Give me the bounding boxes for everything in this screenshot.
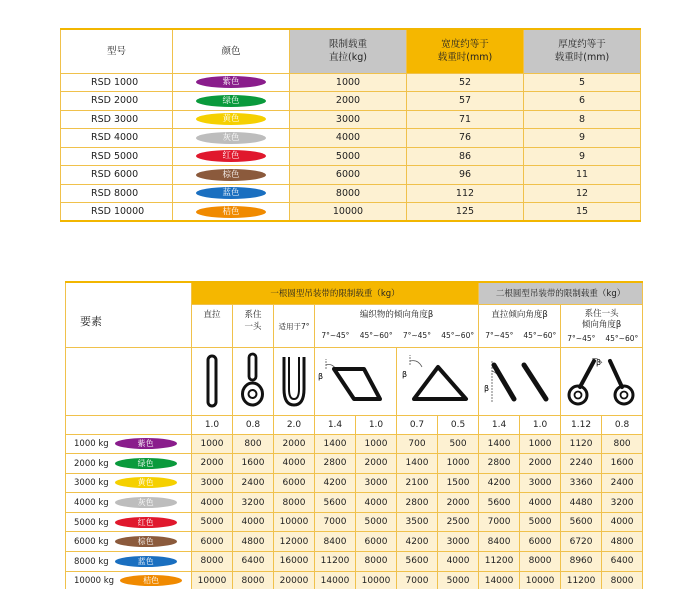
double-angle-range-1: 7°~45° — [485, 330, 514, 340]
color-pill: 灰色 — [115, 497, 177, 508]
straight-lift-icon — [192, 347, 233, 415]
capacity-cell: 1000 — [520, 434, 561, 454]
angle-range-3: 7°~45° — [402, 330, 431, 340]
basket-angle-45-icon — [315, 347, 397, 415]
spec-row — [61, 129, 641, 148]
color-cell — [173, 129, 290, 148]
capacity-cell: 4000 — [520, 493, 561, 513]
color-pill: 紫色 — [115, 438, 177, 449]
model-cell: RSD 2000 — [61, 92, 173, 111]
weight-label: 4000 kg — [74, 498, 109, 509]
capacity-cell: 10000 — [192, 571, 233, 589]
thickness-cell: 9 — [524, 147, 641, 166]
wll-cell: 4000 — [290, 129, 407, 148]
capacity-cell: 3000 — [356, 473, 397, 493]
capacity-cell: 2500 — [438, 512, 479, 532]
capacity-cell: 2240 — [561, 454, 602, 474]
capacity-cell: 2400 — [233, 473, 274, 493]
model-cell: RSD 1000 — [61, 73, 173, 92]
thickness-cell: 5 — [524, 73, 641, 92]
capacity-cell: 8400 — [479, 532, 520, 552]
capacity-cell: 8000 — [356, 552, 397, 572]
capacity-cell: 11200 — [315, 552, 356, 572]
capacity-cell: 10000 — [274, 512, 315, 532]
model-cell: RSD 5000 — [61, 147, 173, 166]
color-cell — [173, 92, 290, 111]
capacity-cell: 4200 — [397, 532, 438, 552]
color-cell — [173, 203, 290, 222]
capacity-cell: 4000 — [356, 493, 397, 513]
wll-cell: 8000 — [290, 184, 407, 203]
wll-cell: 1000 — [290, 73, 407, 92]
svg-text:β: β — [483, 384, 489, 393]
load-factor-cell: 1.12 — [561, 415, 602, 434]
sub-double-choke: 系住一头 倾向角度β 7°~45° 45°~60° — [561, 304, 643, 347]
thickness-cell: 15 — [524, 203, 641, 222]
spec-row — [61, 73, 641, 92]
load-factor-cell: 0.8 — [602, 415, 643, 434]
capacity-cell: 7000 — [397, 571, 438, 589]
capacity-cell: 8960 — [561, 552, 602, 572]
capacity-cell: 6720 — [561, 532, 602, 552]
wll-cell: 6000 — [290, 166, 407, 185]
weight-cell — [66, 473, 192, 493]
capacity-cell: 2000 — [438, 493, 479, 513]
capacity-cell: 12000 — [274, 532, 315, 552]
color-pill: 绿色 — [196, 95, 266, 107]
capacity-cell: 10000 — [356, 571, 397, 589]
basket-angle-60-icon — [397, 347, 479, 415]
model-cell: RSD 10000 — [61, 203, 173, 222]
capacity-cell: 8400 — [315, 532, 356, 552]
width-cell: 112 — [407, 184, 524, 203]
color-pill: 桔色 — [196, 206, 266, 218]
weight-label: 1000 kg — [74, 439, 109, 450]
capacity-cell: 1000 — [356, 434, 397, 454]
weight-cell — [66, 434, 192, 454]
load-factor-row — [66, 415, 643, 434]
capacity-cell: 6000 — [356, 532, 397, 552]
capacity-cell: 2000 — [274, 434, 315, 454]
capacity-cell: 1500 — [438, 473, 479, 493]
weight-cell — [66, 454, 192, 474]
capacity-cell: 4200 — [315, 473, 356, 493]
capacity-cell: 8000 — [520, 552, 561, 572]
header-width: 宽度约等于 载重时(mm) — [407, 29, 524, 73]
capacity-cell: 4800 — [233, 532, 274, 552]
color-cell — [173, 147, 290, 166]
weight-label: 6000 kg — [74, 537, 109, 548]
width-cell: 76 — [407, 129, 524, 148]
capacity-cell: 3200 — [602, 493, 643, 513]
width-cell: 86 — [407, 147, 524, 166]
color-pill: 棕色 — [115, 536, 177, 547]
capacity-cell: 5600 — [315, 493, 356, 513]
load-factor-cell: 1.0 — [520, 415, 561, 434]
color-cell — [173, 166, 290, 185]
color-pill: 黄色 — [196, 113, 266, 125]
width-cell: 57 — [407, 92, 524, 111]
choke-hitch-icon — [233, 347, 274, 415]
weight-label: 5000 kg — [74, 517, 109, 528]
color-cell — [173, 73, 290, 92]
capacity-cell: 4000 — [192, 493, 233, 513]
load-factor-cell: 1.4 — [315, 415, 356, 434]
load-capacity-table — [65, 281, 643, 589]
spec-row — [61, 184, 641, 203]
angle-range-1: 7°~45° — [321, 330, 350, 340]
capacity-cell: 7000 — [479, 512, 520, 532]
capacity-cell: 1600 — [602, 454, 643, 474]
capacity-cell: 14000 — [315, 571, 356, 589]
load-factor-cell: 0.8 — [233, 415, 274, 434]
model-cell: RSD 4000 — [61, 129, 173, 148]
double-choke-angle-1: 7°~45° — [567, 333, 596, 343]
weight-label: 10000 kg — [74, 576, 115, 587]
weight-cell — [66, 493, 192, 513]
double-choke-incline-icon — [561, 347, 643, 415]
color-pill: 蓝色 — [196, 187, 266, 199]
capacity-cell: 8000 — [602, 571, 643, 589]
requirement-label: 要素 — [66, 282, 192, 347]
capacity-cell: 5600 — [561, 512, 602, 532]
capacity-cell: 4000 — [233, 512, 274, 532]
capacity-cell: 6400 — [233, 552, 274, 572]
capacity-cell: 14000 — [479, 571, 520, 589]
angle-range-4: 45°~60° — [441, 330, 475, 340]
color-pill: 紫色 — [196, 76, 266, 88]
weight-cell — [66, 552, 192, 572]
capacity-cell: 800 — [602, 434, 643, 454]
header-model: 型号 — [61, 29, 173, 73]
color-pill: 绿色 — [115, 458, 177, 469]
color-pill: 灰色 — [196, 132, 266, 144]
capacity-cell: 2000 — [192, 454, 233, 474]
load-factor-cell: 2.0 — [274, 415, 315, 434]
weight-cell — [66, 532, 192, 552]
capacity-cell: 5000 — [356, 512, 397, 532]
capacity-row — [66, 532, 643, 552]
capacity-cell: 1000 — [438, 454, 479, 474]
svg-text:β: β — [401, 370, 407, 379]
capacity-cell: 3360 — [561, 473, 602, 493]
sub-choke: 系住 一头 — [233, 304, 274, 347]
color-pill: 红色 — [115, 517, 177, 528]
capacity-cell: 5000 — [438, 571, 479, 589]
spec-row — [61, 203, 641, 222]
weight-label: 3000 kg — [74, 478, 109, 489]
thickness-cell: 8 — [524, 110, 641, 129]
capacity-cell: 700 — [397, 434, 438, 454]
weight-label: 8000 kg — [74, 556, 109, 567]
capacity-cell: 1000 — [192, 434, 233, 454]
thickness-cell: 12 — [524, 184, 641, 203]
capacity-cell: 4800 — [602, 532, 643, 552]
capacity-cell: 20000 — [274, 571, 315, 589]
angle-range-2: 45°~60° — [359, 330, 393, 340]
capacity-cell: 2400 — [602, 473, 643, 493]
capacity-row — [66, 473, 643, 493]
load-factor-cell: 0.7 — [397, 415, 438, 434]
color-pill: 黄色 — [115, 477, 177, 488]
load-factor-cell: 1.0 — [192, 415, 233, 434]
capacity-cell: 6000 — [274, 473, 315, 493]
double-sling-group-header: 二根圆型吊装带的限制载重（kg） — [479, 282, 643, 304]
capacity-row — [66, 454, 643, 474]
capacity-row — [66, 512, 643, 532]
capacity-cell: 2000 — [356, 454, 397, 474]
color-cell — [173, 184, 290, 203]
capacity-cell: 5600 — [397, 552, 438, 572]
color-pill: 蓝色 — [115, 556, 177, 567]
color-pill: 红色 — [196, 150, 266, 162]
capacity-cell: 5000 — [192, 512, 233, 532]
capacity-cell: 2800 — [315, 454, 356, 474]
wll-cell: 10000 — [290, 203, 407, 222]
capacity-cell: 3000 — [438, 532, 479, 552]
color-pill: 桔色 — [120, 575, 182, 586]
capacity-cell: 1400 — [397, 454, 438, 474]
capacity-cell: 4000 — [438, 552, 479, 572]
capacity-cell: 6400 — [602, 552, 643, 572]
capacity-cell: 800 — [233, 434, 274, 454]
wll-cell: 3000 — [290, 110, 407, 129]
capacity-cell: 4000 — [602, 512, 643, 532]
sub-inclination: 编织物的倾向角度β 7°~45° 45°~60° 7°~45° 45°~60° — [315, 304, 479, 347]
spec-row — [61, 166, 641, 185]
capacity-cell: 11200 — [561, 571, 602, 589]
capacity-cell: 1120 — [561, 434, 602, 454]
spec-row — [61, 147, 641, 166]
capacity-cell: 5600 — [479, 493, 520, 513]
spec-row — [61, 92, 641, 111]
double-choke-angle-2: 45°~60° — [605, 333, 639, 343]
color-cell — [173, 110, 290, 129]
capacity-cell: 6000 — [192, 532, 233, 552]
capacity-cell: 1400 — [315, 434, 356, 454]
capacity-cell: 2100 — [397, 473, 438, 493]
sling-spec-table — [60, 28, 641, 222]
capacity-cell: 2800 — [397, 493, 438, 513]
capacity-cell: 3000 — [520, 473, 561, 493]
capacity-cell: 3200 — [233, 493, 274, 513]
capacity-row — [66, 493, 643, 513]
sub-basket-parallel: 适用于7° — [274, 304, 315, 347]
capacity-cell: 16000 — [274, 552, 315, 572]
capacity-row — [66, 552, 643, 572]
header-color: 颜色 — [173, 29, 290, 73]
wll-cell: 2000 — [290, 92, 407, 111]
svg-text:β: β — [317, 372, 323, 381]
thickness-cell: 9 — [524, 129, 641, 148]
model-cell: RSD 3000 — [61, 110, 173, 129]
single-sling-group-header: 一根圆型吊装带的限制载重（kg） — [192, 282, 479, 304]
capacity-cell: 6000 — [520, 532, 561, 552]
width-cell: 96 — [407, 166, 524, 185]
capacity-cell: 500 — [438, 434, 479, 454]
thickness-cell: 11 — [524, 166, 641, 185]
thickness-cell: 6 — [524, 92, 641, 111]
width-cell: 125 — [407, 203, 524, 222]
capacity-cell: 10000 — [520, 571, 561, 589]
spec-header-row — [61, 29, 641, 73]
capacity-cell: 8000 — [192, 552, 233, 572]
header-thickness: 厚度约等于 载重时(mm) — [524, 29, 641, 73]
capacity-cell: 2000 — [520, 454, 561, 474]
capacity-cell: 2800 — [479, 454, 520, 474]
capacity-cell: 5000 — [520, 512, 561, 532]
weight-label: 2000 kg — [74, 458, 109, 469]
model-cell: RSD 8000 — [61, 184, 173, 203]
load-factor-cell: 1.4 — [479, 415, 520, 434]
wll-cell: 5000 — [290, 147, 407, 166]
capacity-cell: 1400 — [479, 434, 520, 454]
load-factor-cell: 0.5 — [438, 415, 479, 434]
sling-diagram-row — [66, 347, 643, 415]
width-cell: 52 — [407, 73, 524, 92]
basket-hitch-icon — [274, 347, 315, 415]
capacity-cell: 11200 — [479, 552, 520, 572]
spec-row — [61, 110, 641, 129]
model-cell: RSD 6000 — [61, 166, 173, 185]
header-wll: 限制载重 直拉(kg) — [290, 29, 407, 73]
load-factor-cell: 1.0 — [356, 415, 397, 434]
sub-straight: 直拉 — [192, 304, 233, 347]
capacity-cell: 4480 — [561, 493, 602, 513]
svg-text:β: β — [595, 358, 601, 367]
width-cell: 71 — [407, 110, 524, 129]
capacity-cell: 8000 — [274, 493, 315, 513]
capacity-cell: 3000 — [192, 473, 233, 493]
weight-cell — [66, 512, 192, 532]
capacity-cell: 4000 — [274, 454, 315, 474]
capacity-cell: 4200 — [479, 473, 520, 493]
weight-cell — [66, 571, 192, 589]
capacity-cell: 7000 — [315, 512, 356, 532]
capacity-row — [66, 571, 643, 589]
capacity-row — [66, 434, 643, 454]
double-angle-range-2: 45°~60° — [523, 330, 557, 340]
capacity-cell: 1600 — [233, 454, 274, 474]
sub-double-inclination: 直拉倾向角度β 7°~45° 45°~60° — [479, 304, 561, 347]
double-sling-incline-icon — [479, 347, 561, 415]
color-pill: 棕色 — [196, 169, 266, 181]
capacity-cell: 3500 — [397, 512, 438, 532]
capacity-cell: 8000 — [233, 571, 274, 589]
